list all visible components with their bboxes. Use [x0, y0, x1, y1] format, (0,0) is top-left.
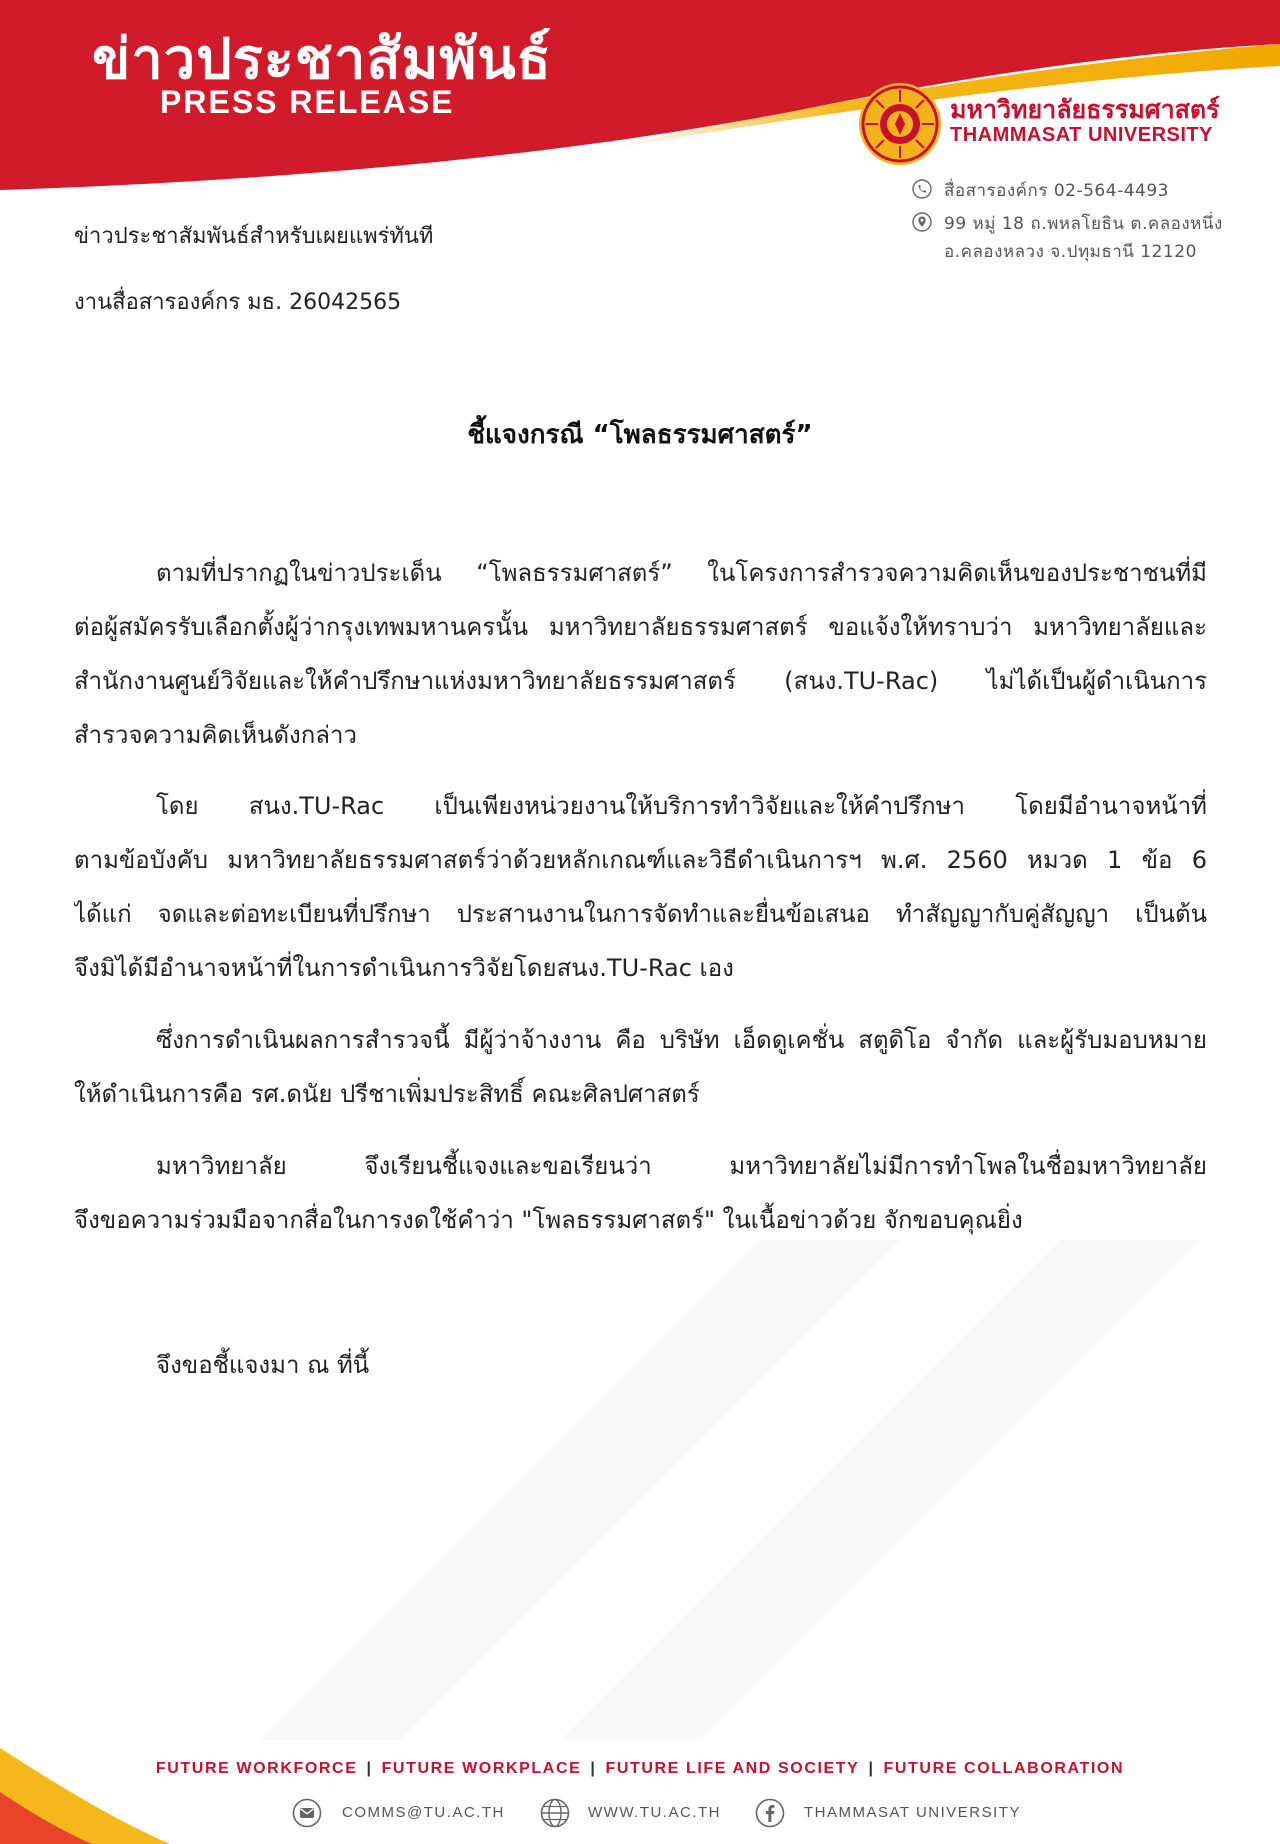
- contact-address-line2: อ.คลองหลวง จ.ปทุมธานี 12120: [944, 242, 1197, 262]
- university-name-english: THAMMASAT UNIVERSITY: [950, 124, 1213, 146]
- phone-icon: [912, 179, 932, 199]
- paragraph-line: จึงขอความร่วมมือจากสื่อในการงดใช้คำว่า "โพลธรรมศาสตร์" ในเนื้อข่าวด้วย จักขอบคุณยิ่ง: [74, 1206, 1023, 1234]
- paragraph-line: ซึ่งการดำเนินผลการสำรวจนี้ มีผู้ว่าจ้างงาน คือ บริษัท เอ็ดดูเคชั่น สตูดิโอ จำกัด และผู้รับมอบหมาย: [156, 1026, 1207, 1054]
- closing-statement: จึงขอชี้แจงมา ณ ที่นี้: [156, 1351, 370, 1379]
- paragraph-3: [74, 1013, 1207, 1121]
- footer-email: COMMS@TU.AC.TH: [342, 1804, 505, 1821]
- paragraph-4: [74, 1139, 1207, 1247]
- contact-address-line1: 99 หมู่ 18 ถ.พหลโยธิน ต.คลองหนึ่ง: [944, 214, 1223, 234]
- footer-tagline: [0, 1760, 1280, 1778]
- paragraph-line: ตามข้อบังคับ มหาวิทยาลัยธรรมศาสตร์ว่าด้วยหลักเกณฑ์และวิธีดำเนินการฯ พ.ศ. 2560 หมวด 1 ข้อ 6: [74, 846, 1207, 874]
- tagline-separator: |: [868, 1760, 875, 1777]
- tagline-separator: |: [366, 1760, 373, 1777]
- paragraph-line: สำรวจความคิดเห็นดังกล่าว: [74, 721, 357, 749]
- paragraph-line: สำนักงานศูนย์วิจัยและให้คำปรึกษาแห่งมหาวิทยาลัยธรรมศาสตร์ (สนง.TU-Rac) ไม่ได้เป็นผู้ดำเนินการ: [74, 667, 1207, 695]
- university-emblem-icon: [858, 82, 942, 166]
- university-name-thai: มหาวิทยาลัยธรรมศาสตร์: [950, 95, 1220, 124]
- paragraph-line: จึงมิได้มีอำนาจหน้าที่ในการดำเนินการวิจัยโดยสนง.TU-Rac เอง: [74, 954, 734, 982]
- paragraph-line: ตามที่ปรากฏในข่าวประเด็น “โพลธรรมศาสตร์” ในโครงการสำรวจความคิดเห็นของประชาชนที่มี: [156, 559, 1207, 587]
- tagline-item: FUTURE WORKFORCE: [155, 1760, 358, 1777]
- paragraph-line: มหาวิทยาลัย จึงเรียนชี้แจงและขอเรียนว่า มหาวิทยาลัยไม่มีการทำโพลในชื่อมหาวิทยาลัย: [156, 1152, 1207, 1180]
- header-title-thai: ข่าวประชาสัมพันธ์: [92, 27, 552, 92]
- background-watermark: [0, 1180, 1280, 1740]
- tagline-item: FUTURE WORKPLACE: [381, 1760, 582, 1777]
- release-type: ข่าวประชาสัมพันธ์สำหรับเผยแพร่ทันที: [74, 224, 434, 249]
- header-title-english: PRESS RELEASE: [160, 84, 455, 120]
- tagline-item: FUTURE LIFE AND SOCIETY: [605, 1760, 860, 1777]
- paragraph-2: [74, 779, 1207, 995]
- tagline-separator: |: [590, 1760, 597, 1777]
- paragraph-line: ต่อผู้สมัครรับเลือกตั้งผู้ว่ากรุงเทพมหานครนั้น มหาวิทยาลัยธรรมศาสตร์ ขอแจ้งให้ทราบว่า มหาวิทยาลัยและ: [74, 613, 1207, 641]
- facebook-icon: [755, 1798, 785, 1828]
- globe-icon: [540, 1798, 570, 1828]
- envelope-icon: [292, 1798, 322, 1828]
- footer-facebook: THAMMASAT UNIVERSITY: [804, 1804, 1021, 1821]
- paragraph-line: โดย สนง.TU-Rac เป็นเพียงหน่วยงานให้บริการทำวิจัยและให้คำปรึกษา โดยมีอำนาจหน้าที่: [156, 792, 1207, 820]
- paragraph-1: [74, 546, 1207, 762]
- paragraph-line: ได้แก่ จดและต่อทะเบียนที่ปรึกษา ประสานงานในการจัดทำและยื่นข้อเสนอ ทำสัญญากับคู่สัญญา เป็นต้น: [74, 900, 1207, 928]
- location-pin-icon: [912, 212, 932, 232]
- tagline-item: FUTURE COLLABORATION: [883, 1760, 1125, 1777]
- contact-phone: สื่อสารองค์กร 02-564-4493: [944, 181, 1169, 201]
- footer-website: WWW.TU.AC.TH: [588, 1804, 721, 1821]
- document-title: ชี้แจงกรณี “โพลธรรมศาสตร์”: [467, 420, 813, 450]
- reference-number: งานสื่อสารองค์กร มธ. 26042565: [74, 290, 402, 315]
- paragraph-line: ให้ดำเนินการคือ รศ.ดนัย ปรีชาเพิ่มประสิทธิ์ คณะศิลปศาสตร์: [74, 1080, 700, 1108]
